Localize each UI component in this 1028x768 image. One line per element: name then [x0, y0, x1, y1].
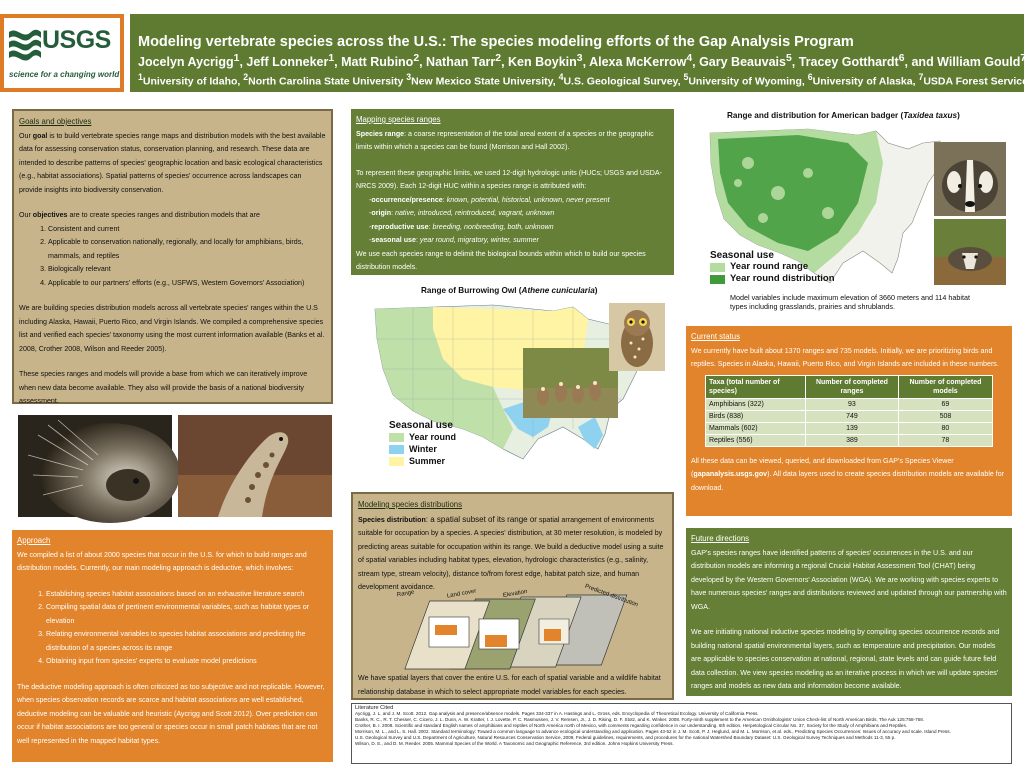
legend-item-year-round: Year round: [389, 431, 456, 443]
badger-field-photo: [934, 219, 1006, 285]
approach-title: Approach: [17, 536, 51, 545]
list-item: 3. Biologically relevant: [48, 263, 326, 277]
status-title: Current status: [691, 332, 740, 341]
objectives-list: [38, 223, 326, 291]
list-item: Banks, R. C., R. T. Chesser, C. Cicero, J. L. Dunn, A. W. Kratter, I. J. Lovette, P. C. Rasmussen, J. V. Remsen, Jr., J. D. Rising, D. F. Stotz, and K. Winker. 2008. Forty-ninth supplement to the American Ornithologists' Union Check-list of North American Birds. The Auk 125:758-768.: [355, 717, 925, 722]
list-item: 4. Obtaining input from species' experts to evaluate model predictions: [46, 655, 328, 669]
mapping-title: Mapping species ranges: [356, 115, 441, 124]
table-row: Birds (838) 749 508: [706, 410, 993, 422]
badger-range-map: [690, 109, 1012, 319]
legend-title: Seasonal use: [389, 420, 453, 431]
modeling-title: Modeling species distributions: [358, 500, 463, 509]
legend-item-year-round-range: Year round range: [710, 261, 835, 273]
table-row: Mammals (602) 139 80: [706, 422, 993, 434]
goals-paragraph-1: Our goal is to build vertebrate species range maps and distribution models with the best available data for assessing conservation status, conservation planning, and research. These data are intended to describe patterns of species' geographic location and basic ecological characteristics (e.g., habitat associations). Spatial patterns of species' occurrence across landscapes can provide insights into biodiversity conservation.: [19, 131, 326, 194]
future-paragraph-2: We are initiating national inductive species modeling by compiling species occurrence records and building national spatial environmental layers, such as temperature and precipitation. Our models are applicable to species conservation at national, regional, state levels and can guide future field data collection. We view species modeling as an iterative process in which we will update species' ranges and models as new data and information become available.: [691, 628, 1000, 690]
approach-paragraph-2: The deductive modeling approach is often criticized as too subjective and not replicable. However, when species observation records are scarce and habitat associations are well established, deductive modeling can be valuable and heuristic (Aycrigg and Scott 2012). Over prediction can occur if habitat associations are too general or species occur in small patch habitats that are not well represented in the mapped habitat types.: [17, 682, 325, 745]
legend-item-year-round-distribution: Year round distribution: [710, 273, 835, 285]
future-title: Future directions: [691, 534, 750, 543]
legend-swatch: [389, 457, 404, 466]
legend-swatch: [710, 263, 725, 272]
usgs-wordmark: USGS: [42, 26, 111, 54]
badger-map-legend: [710, 250, 835, 285]
attribute-origin: -origin: native, introduced, reintroduced, vagrant, unknown: [369, 209, 555, 217]
goals-paragraph-4: These species ranges and models will provide a base from which we can iteratively improve when new data become available. They also will provide the basis of a national biodiversity assessment.: [19, 370, 308, 405]
diagram-label-predicted: Predicted distribution: [583, 583, 639, 609]
goals-paragraph-3: We are building species distribution models across all vertebrate species' ranges within the U.S including Alaska, Hawaii, Puerto Rico, and Virgin Islands. We compiled a comprehensive species list and verified each species' taxonomy using the most current information available (Banks et al. 2008, Crother 2008, Wilson and Reeder 2005).: [19, 304, 325, 353]
table-row: Amphibians (322) 93 69: [706, 398, 993, 410]
approach-list: [36, 588, 328, 669]
mapping-panel: [351, 109, 674, 275]
burrowing-owl-group-photo: [523, 348, 618, 418]
modeling-paragraph-2: We have spatial layers that cover the entire U.S. for each of spatial variable and a wildlife habitat relationship database in which to select appropriate model variables for each species.: [358, 674, 661, 696]
diagram-label-elevation: Elevation: [502, 588, 528, 600]
status-paragraph-1: We currently have built about 1370 ranges and 735 models. Initially, we are prioritizing birds and reptiles. Species in Alaska, Hawaii, Puerto Rico, and Virgin Islands are included in these numbers.: [691, 346, 999, 368]
legend-item-summer: Summer: [389, 455, 456, 467]
list-item: 3. Relating environmental variables to species habitat associations and predicting the distribution of a species across its range: [46, 628, 328, 655]
usgs-logo-panel: [0, 14, 124, 92]
attribute-occurrence: -occurrence/presence: known, potential, historical, unknown, never present: [369, 195, 610, 204]
owl-map-caption: Range of Burrowing Owl (Athene cunicularia): [421, 286, 598, 295]
table-row: Reptiles (556) 389 78: [706, 434, 993, 446]
status-table: [705, 375, 993, 447]
list-item: 2. Applicable to conservation nationally, regionally, and locally for amphibians, birds, mammals, and reptiles: [48, 236, 326, 263]
badger-map-caption: Range and distribution for American badger (Taxidea taxus): [727, 111, 960, 120]
goals-title: Goals and objectives: [19, 117, 92, 126]
owl-range-map: [351, 285, 674, 485]
porcupine-photo: [18, 415, 172, 517]
literature-title: Literature Cited: [355, 705, 394, 711]
modeling-paragraph-1: Species distribution: a spatial subset of its range or spatial arrangement of environments suitable for occupation by a species. A species' distribution, at 30 meter resolution, is modeled by predicting areas suitable for occupation within its range. We build a deductive model using a suite of spatial variables including habitat types, elevation, hydrologic characteristics (e.g., salinity, stream type, stream velocity), distance to/from forest edge, habitat patch size, and human development avoidance.: [358, 514, 664, 591]
goals-panel: [12, 109, 333, 404]
list-item: Aycrigg, J. L. and J. M. Scott. 2012. Gap analysis and presence/absence models. Pages 334-337 in A. Hastings and L. Gross, eds. Encyclopedia of Theoretical Ecology. University of California Press.: [355, 711, 759, 716]
list-item: 2. Compiling spatial data of pertinent environmental variables, such as habitat types or elevation: [46, 601, 328, 628]
list-item: U.S. Geological Survey and U.S. Department of Agriculture, Natural Resources Conservation Service, 2009, Federal guidelines, requirements, and procedures for the national Watershed Boundary Dataset: U.S. Geological Survey Techniques and Methods 11-3, 55 p.: [355, 735, 896, 740]
attribute-reproductive-use: -reproductive use: breeding, nonbreeding, both, unknown: [369, 222, 554, 231]
usgs-tagline: science for a changing world: [9, 70, 120, 79]
mapping-paragraph-1: Species range: a coarse representation of the total areal extent of a species or the geographic limits within which a species can be found (Morrison and Hall 2002).: [356, 129, 654, 151]
owl-map-legend: [389, 420, 456, 467]
approach-panel: [12, 530, 333, 762]
poster-title: Modeling vertebrate species across the U.S.: The species modeling efforts of the Gap Analysis Program: [138, 34, 854, 50]
table-header: Number of completed ranges: [806, 375, 899, 398]
table-header: Taxa (total number of species): [706, 375, 806, 398]
diagram-label-land-cover: Land cover: [446, 588, 477, 600]
usgs-wave-icon: [9, 26, 41, 64]
attribute-seasonal-use: -seasonal use: year round, migratory, winter, summer: [369, 236, 539, 244]
legend-swatch: [389, 433, 404, 442]
list-item: 1. Establishing species habitat associations based on an exhaustive literature search: [46, 588, 328, 602]
table-header: Number of completed models: [898, 375, 992, 398]
diagram-label-range: Range: [396, 589, 415, 599]
literature-cited-panel: [351, 703, 1012, 764]
legend-swatch: [710, 275, 725, 284]
badger-portrait-photo: [934, 142, 1006, 216]
list-item: 4. Applicable to our partners' efforts (e.g., USFWS, Western Governors' Association): [48, 277, 326, 291]
mapping-paragraph-2: To represent these geographic limits, we used 12-digit hydrologic units (HUCs; USGS and USDA-NRCS 2009). Each 12-digit HUC within a species range is attributed with:: [356, 168, 662, 190]
legend-swatch: [389, 445, 404, 454]
poster-affiliations: $^1$University of Idaho, $^2$North Carolina State University $^3$New Mexico State University, $^4$U.S. Geological Survey, $^5$University of Wyoming, $^6$University of Alaska, $^7$USDA Forest Service: [138, 72, 1028, 88]
status-paragraph-2: All these data can be viewed, queried, and downloaded from GAP's Species Viewer (gapanalysis.usgs.gov). All data layers used to create species distribution models are available for download.: [691, 456, 1005, 492]
approach-paragraph-1: We compiled a list of about 2000 species that occur in the U.S. for which to build ranges and distribution models. Currently, our main modeling approach is deductive, which involves:: [17, 550, 307, 572]
burrowing-owl-photo: [609, 303, 665, 371]
lizard-photo: [178, 415, 332, 517]
list-item: Morrison, M. L., and L. S. Hall. 2002. Standard terminology: Toward a common language to advance ecological understanding and application. Pages 43-52 in J. M. Scott, P. J. Heglund, and M. L. Morrison, et al. eds., Predicting Species Occurrences: Issues of accuracy and scale. Island Press.: [355, 729, 951, 734]
badger-map-note: Model variables include maximum elevation of 3660 meters and 114 habitat types including grasslands, prairies and shrublands.: [730, 293, 970, 311]
list-item: 1. Consistent and current: [48, 223, 326, 237]
future-panel: [686, 528, 1012, 696]
list-item: Wilson, D. E., and D. M. Reeder. 2005. Mammal Species of the World. A Taxonomic and Geographic Reference, 3rd edition. Johns Hopkins University Press.: [355, 741, 674, 746]
poster-authors: Jocelyn Aycrigg$^1$, Jeff Lonneker$^1$, Matt Rubino$^2$, Nathan Tarr$^2$, Ken Boykin$^3$, Alexa McKerrow$^4$, Gary Beauvais$^5$, Tracey Gotthardt$^6$, and William Gould$^7$: [138, 53, 1027, 70]
mapping-paragraph-3: We use each species range to delimit the biological bounds within which to build our species distribution models.: [356, 249, 646, 271]
usgs-logo: [4, 18, 120, 88]
modeling-panel: [351, 492, 674, 700]
future-paragraph-1: GAP's species ranges have identified patterns of species' occurrences in the U.S. and our distribution models are informing a regional Crucial Habitat Assessment Tool (CHAT) being developed by the Western Governors' Association (WGA). We are working with species experts to have numerous species' ranges and distributions reviewed and updated through our partnership with WGA.: [691, 548, 1007, 611]
list-item: Crother, B. I. 2008. Scientific and standard English names of amphibians and reptiles of North America north of Mexico, with comments regarding confidence in our understanding. 6th edition. Herpetological Circular No. 37, Society for the Study of Amphibians and Reptiles.: [355, 723, 908, 728]
goals-paragraph-2: Our objectives are to create species ranges and distribution models that are: [19, 211, 260, 219]
legend-item-winter: Winter: [389, 443, 456, 455]
legend-title: Seasonal use: [710, 250, 774, 261]
status-panel: [686, 326, 1012, 516]
poster-header: [130, 14, 1028, 92]
table-header-row: [706, 375, 993, 398]
